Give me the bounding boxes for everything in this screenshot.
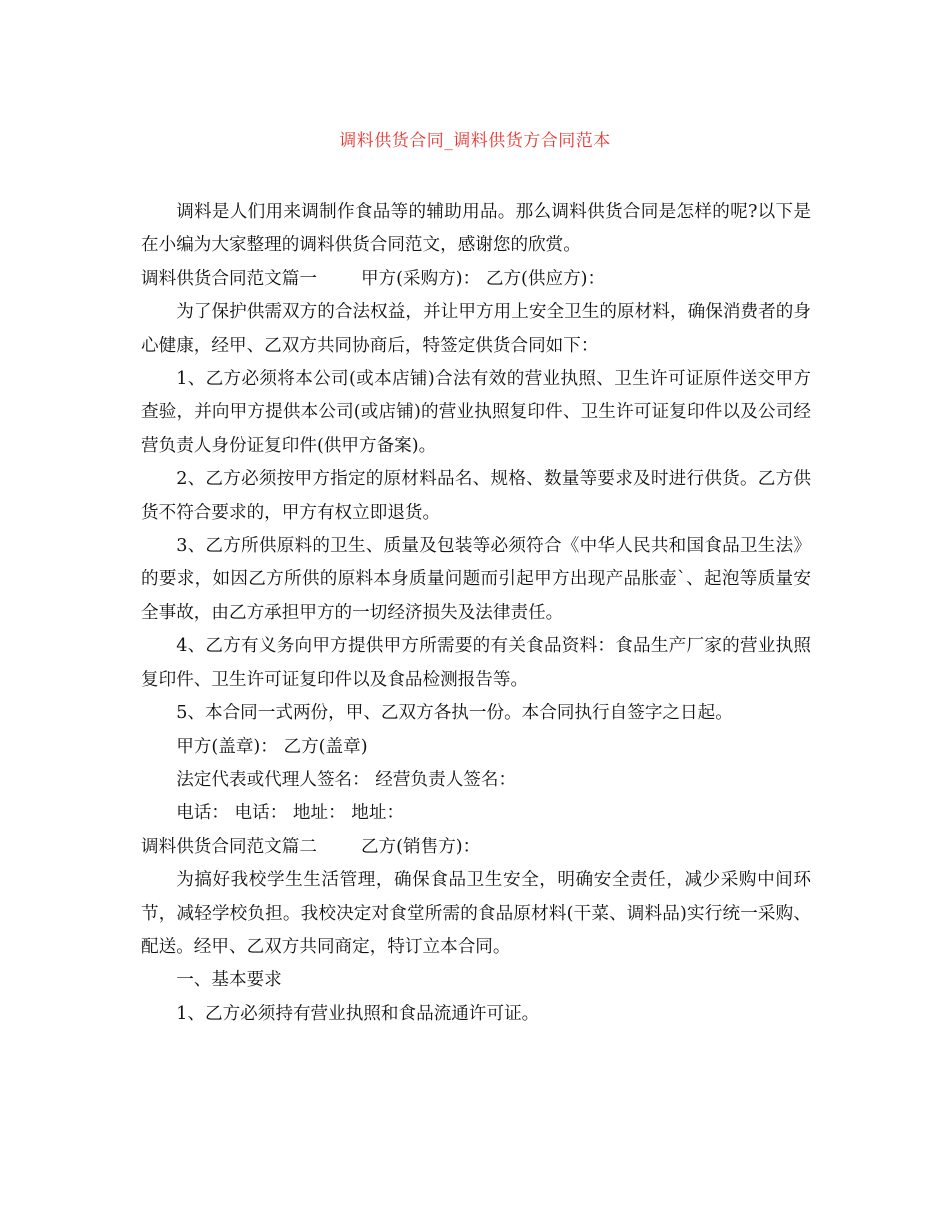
section1-heading-line — [141, 263, 811, 296]
section2-heading-line — [141, 831, 811, 864]
section2-paragraph: 为搞好我校学生生活管理，确保食品卫生安全，明确安全责任，减少采购中间环节，减轻学校负担。我校决定对食堂所需的食品原材料(干菜、调料品)实行统一采购、配送。经甲、乙双方共同商定，特订立本合同。 — [141, 870, 811, 957]
intro-paragraph: 调料是人们用来调制作食品等的辅助用品。那么调料供货合同是怎样的呢?以下是在小编为大家整理的调料供货合同范文，感谢您的欣赏。 — [141, 202, 811, 256]
section1-item-3: 3、乙方所供原料的卫生、质量及包装等必须符合《中华人民共和国食品卫生法》的要求，如因乙方所供的原料本身质量问题而引起甲方出现产品胀壶`、起泡等质量安全事故，由乙方承担甲方的一切经济损失及法律责任。 — [141, 536, 811, 623]
section1-party-b: 乙方(供应方)： — [485, 268, 606, 289]
section1-paragraph: 为了保护供需双方的合法权益，并让甲方用上安全卫生的原材料，确保消费者的身心健康，经甲、乙双方共同协商后，特签定供货合同如下： — [141, 302, 811, 356]
section2-heading: 调料供货合同范文篇二 — [141, 836, 317, 857]
section1-heading: 调料供货合同范文篇一 — [141, 268, 317, 289]
document-title: 调料供货合同_调料供货方合同范本 — [339, 131, 611, 151]
section1-item-2: 2、乙方必须按甲方指定的原材料品名、规格、数量等要求及时进行供货。乙方供货不符合要求的，甲方有权立即退货。 — [141, 469, 811, 523]
section1-contact-line: 电话： 电话： 地址： 地址： — [176, 803, 405, 824]
section1-item-1: 1、乙方必须将本公司(或本店铺)合法有效的营业执照、卫生许可证原件送交甲方查验，并向甲方提供本公司(或店铺)的营业执照复印件、卫生许可证复印件以及公司经营负责人身份证复印件(供甲方备案)。 — [141, 369, 811, 456]
section2-subheading: 一、基本要求 — [176, 970, 282, 991]
section1-item-4: 4、乙方有义务向甲方提供甲方所需要的有关食品资料：食品生产厂家的营业执照复印件、卫生许可证复印件以及食品检测报告等。 — [141, 636, 811, 690]
document-body — [141, 196, 811, 1031]
section1-signature-line: 法定代表或代理人签名： 经营负责人签名： — [176, 769, 517, 790]
section1-party-a: 甲方(采购方)： — [360, 268, 481, 289]
section1-item-5: 5、本合同一式两份，甲、乙双方各执一份。本合同执行自签字之日起。 — [176, 703, 733, 724]
section1-seal-line: 甲方(盖章)： 乙方(盖章) — [176, 736, 368, 757]
section2-item-1: 1、乙方必须持有营业执照和食品流通许可证。 — [176, 1003, 540, 1024]
section2-party-b: 乙方(销售方)： — [360, 836, 481, 857]
